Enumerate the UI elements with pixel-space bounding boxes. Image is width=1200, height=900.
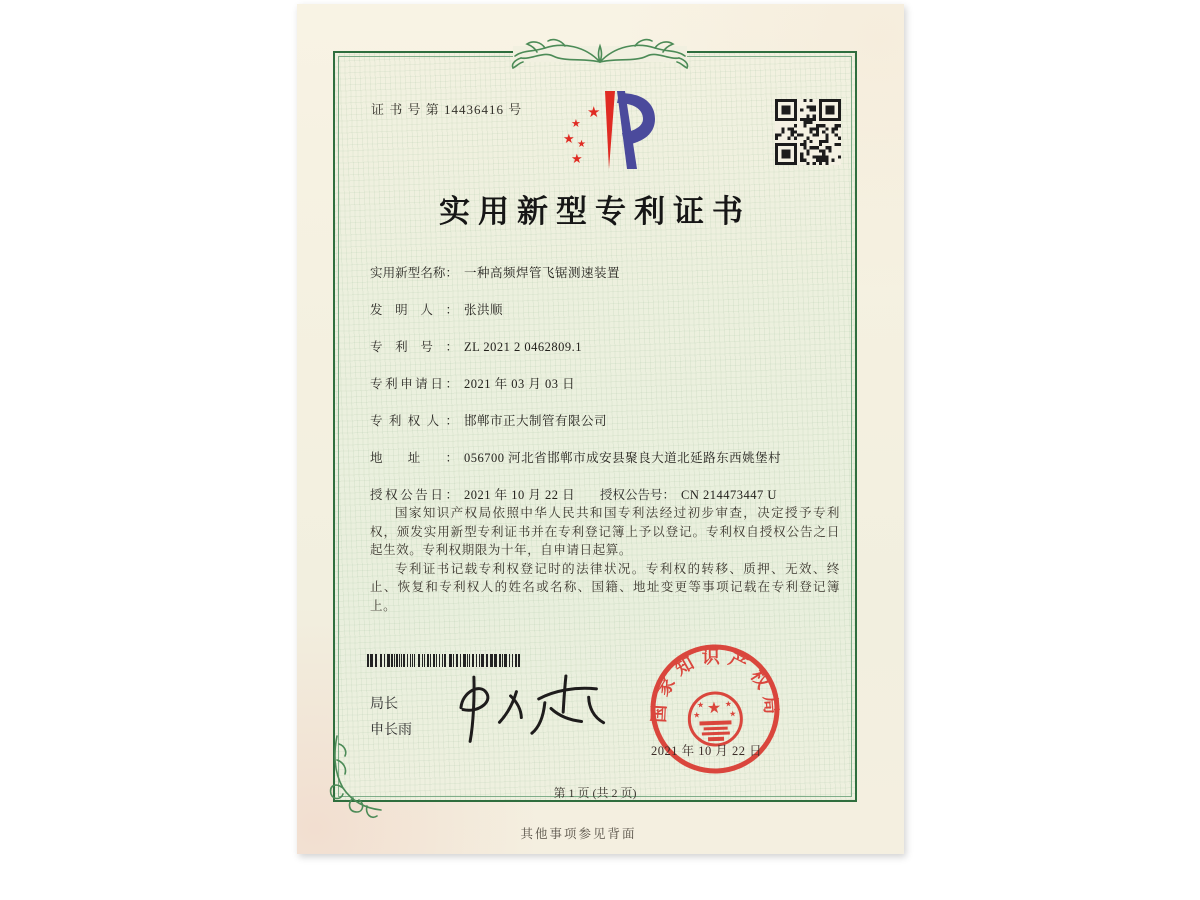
commissioner-signature [446, 662, 629, 753]
logo-star-icon: ★ [587, 103, 601, 121]
field-row-name [370, 262, 830, 285]
field-label: 专利申请日： [370, 377, 458, 391]
field-value: 邯郸市正大制管有限公司 [464, 414, 608, 428]
qr-code [775, 99, 841, 165]
logo-star-icon: ★ [571, 117, 581, 130]
commissioner-block [370, 690, 412, 742]
back-note: 其他事项参见背面 [520, 827, 637, 841]
commissioner-title: 局长 [370, 695, 398, 711]
commissioner-name: 申长雨 [370, 721, 412, 737]
page-number: 第 1 页 (共 2 页) [553, 786, 637, 800]
seal-text: 国家知识产权局 [648, 646, 782, 724]
svg-text:★: ★ [729, 709, 737, 719]
field-value: 一种高频焊管飞锯测速装置 [464, 266, 621, 280]
field-value: CN 214473447 U [681, 488, 777, 502]
national-emblem-icon [688, 692, 742, 746]
seal-date: 2021 年 10 月 22 日 [651, 744, 763, 758]
field-label: 实用新型名称： [370, 266, 458, 280]
legal-paragraph: 国家知识产权局依照中华人民共和国专利法经过初步审查，决定授予专利权，颁发实用新型专利证书并在专利登记簿上予以登记。专利权自授权公告之日起生效。专利权期限为十年，自申请日起算。 [370, 506, 840, 557]
corner-border-ornament-icon [319, 730, 391, 822]
logo-star-icon: ★ [571, 152, 583, 167]
field-label: 专利权人： [370, 414, 458, 428]
certificate-page [297, 4, 904, 854]
field-row-inventor [370, 299, 830, 322]
svg-text:★: ★ [693, 710, 701, 720]
field-row-address [370, 447, 830, 470]
certificate-border [333, 51, 857, 802]
field-row-patent-no [370, 336, 830, 359]
cnipa-patent-logo-icon [549, 83, 669, 183]
field-row-filing-date [370, 373, 830, 396]
top-border-ornament-icon [505, 32, 695, 74]
field-value: 056700 河北省邯郸市成安县聚良大道北延路东西姚堡村 [464, 451, 782, 465]
field-list [370, 262, 830, 521]
logo-star-icon: ★ [563, 132, 575, 147]
field-value: ZL 2021 2 0462809.1 [464, 340, 583, 354]
svg-text:★: ★ [706, 697, 722, 718]
field-row-patentee [370, 410, 830, 433]
legal-text [370, 504, 840, 615]
field-label: 授权公告日： [370, 488, 458, 502]
official-seal [643, 637, 788, 782]
legal-paragraph: 专利证书记载专利权登记时的法律状况。专利权的转移、质押、无效、终止、恢复和专利权人的姓名或名称、国籍、地址变更等事项记载在专利登记簿上。 [370, 561, 840, 613]
certificate-number: 证 书 号 第 14436416 号 [371, 102, 523, 117]
certificate-title: 实用新型专利证书 [439, 194, 751, 229]
svg-text:★: ★ [696, 700, 705, 710]
field-value: 张洪顺 [464, 303, 504, 317]
logo-star-icon: ★ [577, 139, 586, 150]
field-label: 发明人： [370, 303, 458, 317]
field-label: 地址： [370, 451, 458, 465]
field-value: 2021 年 10 月 22 日 [464, 488, 576, 502]
field-label: 专利号： [370, 340, 458, 354]
field-label: 授权公告号： [600, 488, 676, 502]
barcode [367, 654, 523, 667]
field-value: 2021 年 03 月 03 日 [464, 377, 576, 391]
svg-text:★: ★ [724, 699, 733, 709]
